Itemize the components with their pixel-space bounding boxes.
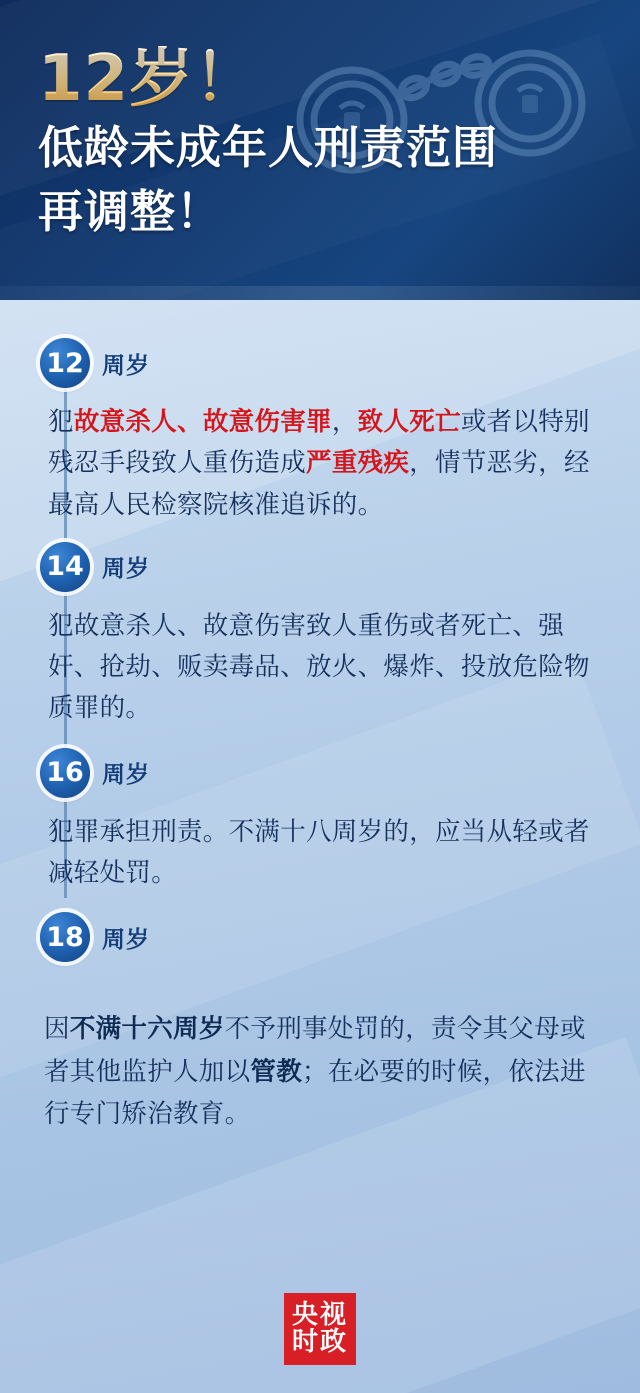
- age-badge: 14: [40, 542, 90, 592]
- timeline-entry-head: [40, 912, 606, 962]
- footnote-text: 因不满十六周岁不予刑事处罚的，责令其父母或者其他监护人加以管教；在必要的时候，依法进行专门矫治教育。: [44, 1014, 586, 1130]
- age-badge: 16: [40, 748, 90, 798]
- timeline-entry: [40, 338, 606, 526]
- poster-header: [0, 0, 640, 300]
- age-unit-label: 周岁: [102, 556, 150, 583]
- age-unit-label: 周岁: [102, 926, 150, 953]
- age-badge: 18: [40, 912, 90, 962]
- age-timeline: [40, 338, 606, 962]
- content-area: [0, 300, 640, 1135]
- page-title: 12岁！: [38, 46, 498, 113]
- page-subtitle-line1: 低龄未成年人刑责范围: [38, 121, 499, 175]
- timeline-entry-head: [40, 338, 606, 388]
- timeline-entry-text: 犯罪承担刑责。不满十八周岁的，应当从轻或者减轻处罚。: [48, 816, 590, 889]
- timeline-entry: [40, 542, 606, 730]
- logo-line2: 时政: [291, 1327, 348, 1357]
- cctv-logo: [284, 1293, 356, 1365]
- age-unit-label: 周岁: [102, 352, 150, 379]
- timeline-entry-head: [40, 542, 606, 592]
- timeline-entry-text: 犯故意杀人、故意伤害罪，致人死亡或者以特别残忍手段致人重伤造成严重残疾，情节恶劣，经最高人民检察院核准追诉的。: [48, 407, 590, 520]
- timeline-entry: [40, 748, 606, 895]
- timeline-entry: [40, 912, 606, 962]
- page-subtitle-line2: 再调整！: [38, 184, 223, 238]
- title-block: [38, 42, 499, 240]
- age-unit-label: 周岁: [102, 762, 150, 789]
- logo-line1: 央视: [291, 1299, 348, 1330]
- age-badge: 12: [40, 338, 90, 388]
- poster-body: [0, 300, 640, 1393]
- timeline-entry-text: 犯故意杀人、故意伤害致人重伤或者死亡、强奸、抢劫、贩卖毒品、放火、爆炸、投放危险物质罪的。: [48, 610, 590, 724]
- timeline-entry-head: [40, 748, 606, 798]
